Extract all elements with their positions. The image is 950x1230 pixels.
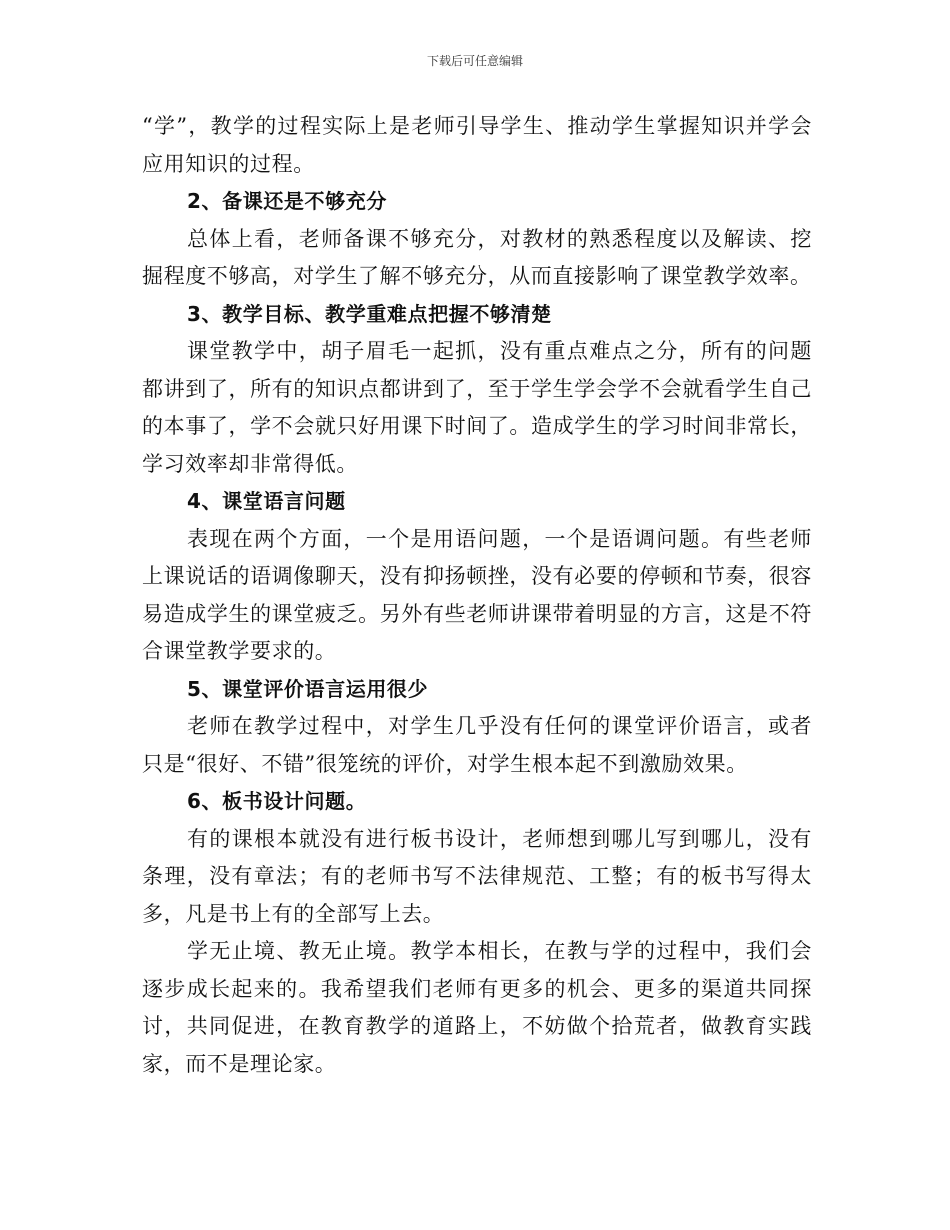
paragraph-5: 老师在教学过程中，对学生几乎没有任何的课堂评价语言，或者只是“很好、不错”很笼统的评价，对学生根本起不到激励效果。 [142, 714, 812, 776]
page-header: 下载后可任意编辑 [426, 54, 523, 68]
section-heading-3: 3、教学目标、教学重难点把握不够清楚 [187, 301, 552, 326]
document-body [142, 108, 812, 1083]
paragraph-2: 总体上看，老师备课不够充分，对教材的熟悉程度以及解读、挖掘程度不够高，对学生了解不够充分，从而直接影响了课堂教学效率。 [142, 226, 812, 288]
paragraph-conclusion: 学无止境、教无止境。教学本相长，在教与学的过程中，我们会逐步成长起来的。我希望我们老师有更多的机会、更多的渠道共同探讨，共同促进，在教育教学的道路上，不妨做个拾荒者，做教育实践家，而不是理论家。 [142, 939, 812, 1076]
paragraph-continuation: “学”，教学的过程实际上是老师引导学生、推动学生掌握知识并学会应用知识的过程。 [142, 114, 812, 176]
paragraph-4: 表现在两个方面，一个是用语问题，一个是语调问题。有些老师上课说话的语调像聊天，没有抑扬顿挫，没有必要的停顿和节奏，很容易造成学生的课堂疲乏。另外有些老师讲课带着明显的方言，这是不符合课堂教学要求的。 [142, 526, 812, 663]
section-heading-5: 5、课堂评价语言运用很少 [187, 676, 429, 701]
paragraph-3: 课堂教学中，胡子眉毛一起抓，没有重点难点之分，所有的问题都讲到了，所有的知识点都讲到了，至于学生学会学不会就看学生自己的本事了，学不会就只好用课下时间了。造成学生的学习时间非常长，学习效率却非常得低。 [142, 339, 812, 476]
section-heading-2: 2、备课还是不够充分 [187, 189, 387, 213]
section-heading-6: 6、板书设计问题。 [187, 789, 367, 813]
paragraph-6: 有的课根本就没有进行板书设计，老师想到哪儿写到哪儿，没有条理，没有章法；有的老师书写不法律规范、工整；有的板书写得太多，凡是书上有的全部写上去。 [142, 826, 812, 926]
section-heading-4: 4、课堂语言问题 [187, 489, 346, 513]
